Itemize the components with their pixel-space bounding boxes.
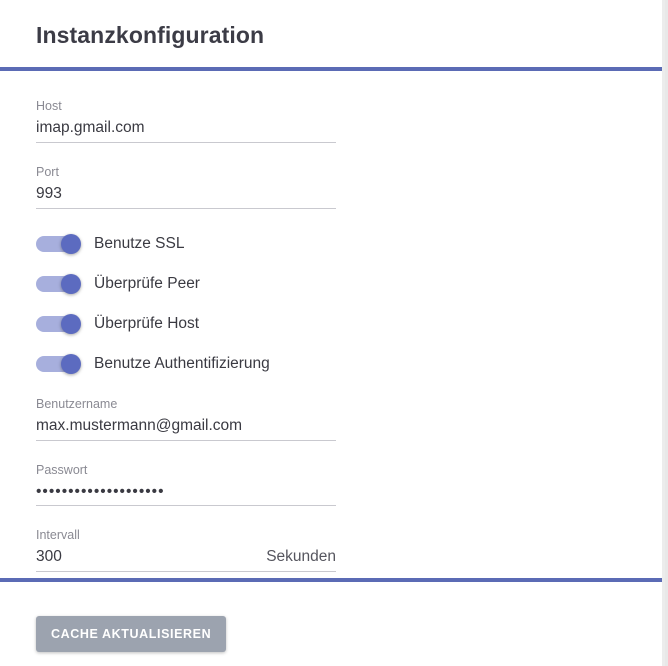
host-input[interactable] [36, 119, 336, 137]
toggle-label-use-authentication: Benutze Authentifizierung [94, 355, 270, 372]
host-field [36, 99, 336, 143]
username-label: Benutzername [36, 397, 118, 411]
page-header [0, 0, 665, 67]
host-input-wrap[interactable] [36, 119, 336, 143]
toggle-row-verify-host[interactable] [36, 311, 629, 337]
toggle-switch-icon[interactable] [36, 234, 80, 254]
toggle-switch-icon[interactable] [36, 274, 80, 294]
footer-divider [0, 578, 665, 582]
configuration-form [0, 71, 665, 572]
interval-input-wrap[interactable] [36, 548, 336, 572]
scrollbar[interactable] [662, 0, 665, 666]
port-input[interactable] [36, 185, 336, 203]
interval-label: Intervall [36, 528, 80, 543]
interval-input[interactable] [36, 548, 256, 566]
toggle-knob [61, 314, 81, 334]
password-field [36, 463, 336, 506]
password-input-wrap[interactable] [36, 483, 336, 506]
toggle-label-use-ssl: Benutze SSL [94, 235, 185, 252]
interval-unit-label: Sekunden [266, 548, 336, 566]
toggle-knob [61, 274, 81, 294]
username-input[interactable] [36, 417, 336, 435]
toggle-switch-icon[interactable] [36, 314, 80, 334]
username-input-wrap[interactable] [36, 417, 336, 441]
port-field [36, 165, 336, 209]
refresh-cache-button[interactable]: CACHE AKTUALISIEREN [36, 616, 226, 652]
toggle-knob [61, 354, 81, 374]
toggle-knob [61, 234, 81, 254]
toggle-row-use-authentication[interactable] [36, 351, 629, 377]
username-field [36, 397, 336, 441]
password-label: Passwort [36, 463, 88, 477]
host-label: Host [36, 99, 62, 113]
toggle-row-verify-peer[interactable] [36, 271, 629, 297]
port-label: Port [36, 165, 59, 179]
toggle-label-verify-peer: Überprüfe Peer [94, 275, 200, 292]
footer-actions [36, 616, 226, 652]
toggle-label-verify-host: Überprüfe Host [94, 315, 200, 332]
interval-field [36, 528, 336, 572]
toggle-switch-icon[interactable] [36, 354, 80, 374]
password-input[interactable]: •••••••••••••••••••• [36, 483, 165, 500]
page-title: Instanzkonfiguration [36, 22, 265, 48]
port-input-wrap[interactable] [36, 185, 336, 209]
toggle-row-use-ssl[interactable] [36, 231, 629, 257]
